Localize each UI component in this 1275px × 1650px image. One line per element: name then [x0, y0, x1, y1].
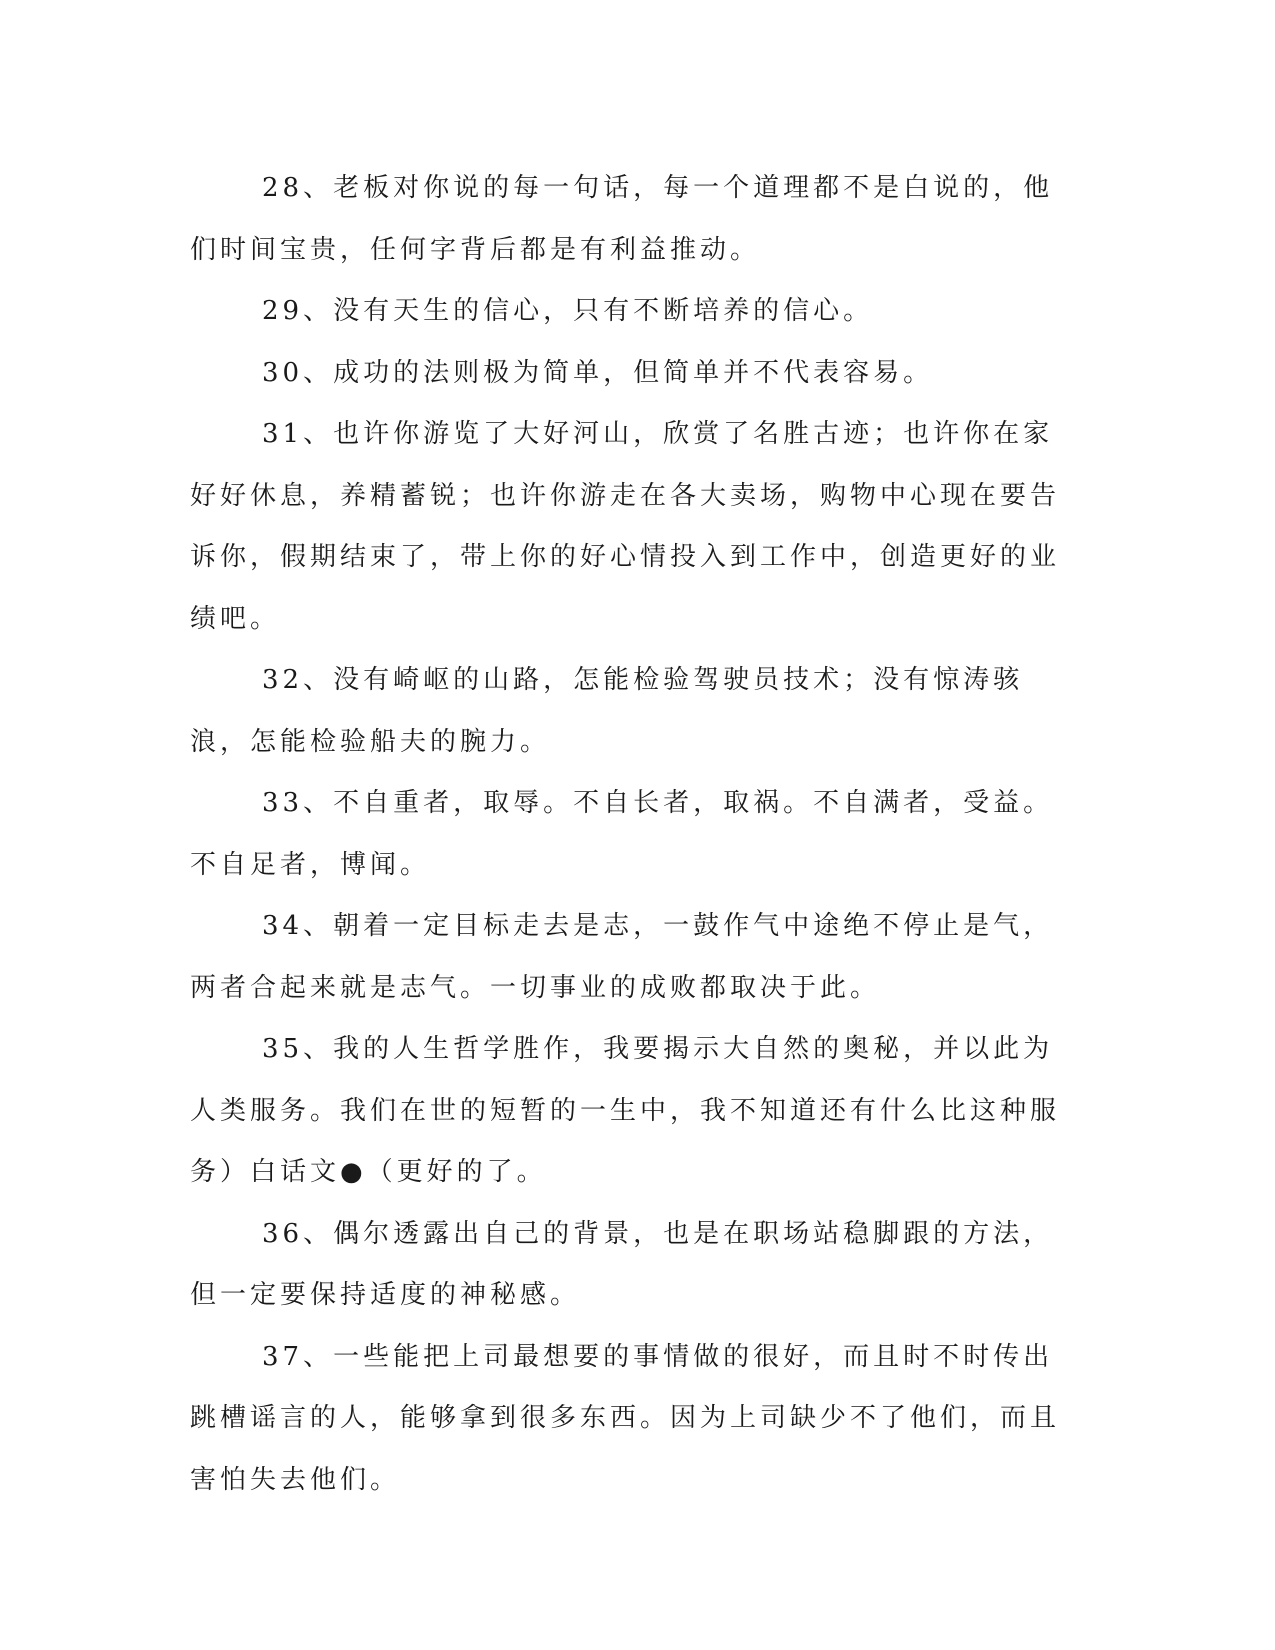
document-body	[190, 158, 1080, 1511]
paragraph-33: 33、不自重者，取辱。不自长者，取祸。不自满者，受益。不自足者，博闻。	[190, 788, 1054, 880]
paragraph-32: 32、没有崎岖的山路，怎能检验驾驶员技术；没有惊涛骇浪，怎能检验船夫的腕力。	[190, 665, 1024, 757]
paragraph-36: 36、偶尔透露出自己的背景，也是在职场站稳脚跟的方法，但一定要保持适度的神秘感。	[190, 1218, 1054, 1310]
paragraph-37: 37、一些能把上司最想要的事情做的很好，而且时不时传出跳槽谣言的人，能够拿到很多东西。因为上司缺少不了他们，而且害怕失去他们。	[190, 1341, 1061, 1495]
paragraph-31: 31、也许你游览了大好河山，欣赏了名胜古迹；也许你在家好好休息，养精蓄锐；也许你游走在各大卖场，购物中心现在要告诉你，假期结束了，带上你的好心情投入到工作中，创造更好的业绩吧。	[190, 419, 1061, 634]
paragraph-28: 28、老板对你说的每一句话，每一个道理都不是白说的，他们时间宝贵，任何字背后都是有利益推动。	[190, 173, 1054, 265]
paragraph-29: 29、没有天生的信心，只有不断培养的信心。	[262, 296, 874, 326]
paragraph-34: 34、朝着一定目标走去是志，一鼓作气中途绝不停止是气，两者合起来就是志气。一切事业的成败都取决于此。	[190, 911, 1054, 1003]
paragraph-30: 30、成功的法则极为简单，但简单并不代表容易。	[262, 357, 934, 388]
paragraph-35: 35、我的人生哲学胜作，我要揭示大自然的奥秘，并以此为人类服务。我们在世的短暂的一生中，我不知道还有什么比这种服务）白话文●（更好的了。	[190, 1034, 1061, 1187]
